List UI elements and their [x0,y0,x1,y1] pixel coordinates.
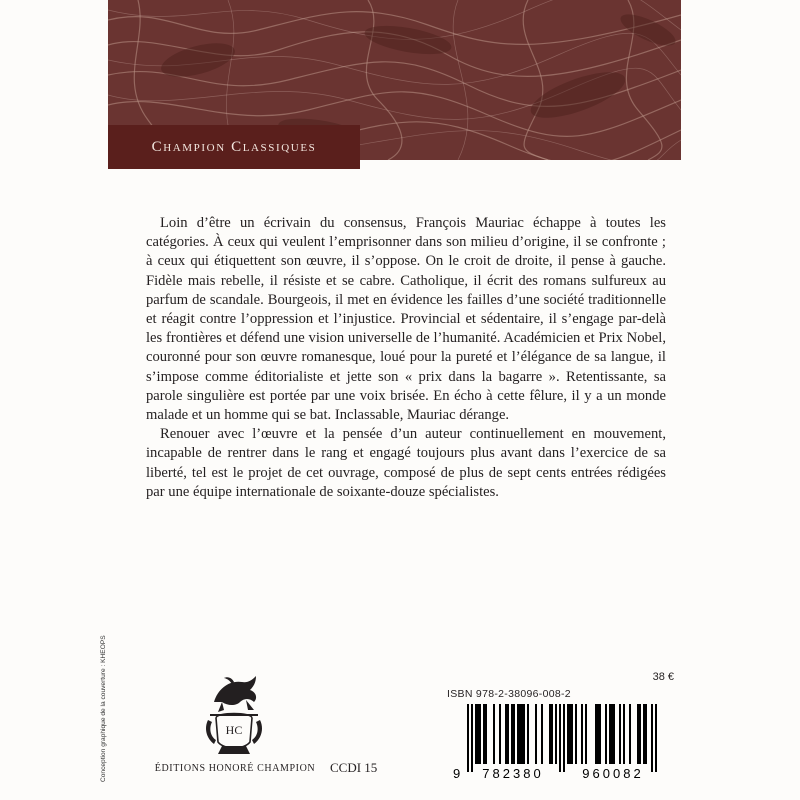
barcode-right-digits: 960082 [582,766,644,780]
barcode-bar [639,704,641,764]
barcode [447,704,677,780]
collection-code: CCDI 15 [330,760,378,775]
barcode-bar [551,704,553,764]
barcode-bar [555,704,557,764]
barcode-bar [535,704,537,764]
barcode-bar [505,704,507,764]
isbn-label: ISBN 978-2-38096-008-2 [447,688,571,700]
barcode-bar [623,704,625,764]
barcode-bar [609,704,611,764]
barcode-bar [517,704,519,764]
barcode-bar [569,704,571,764]
barcode-first-digit: 9 [453,766,461,780]
barcode-bar [643,704,645,764]
blurb-paragraph-2: Renouer avec l’œuvre et la pensée d’un auteur continuellement en mouvement, incapable de rentrer dans le rang et engagé toujours plus avant dans l’exercice de sa liberté, tel est le projet de cet ouvrage, composé de plus de sept cents entrées rédigées par une équipe internationale de soixante-douze spécialistes. [146,426,666,500]
barcode-bar [493,704,495,764]
barcode-bar [559,704,561,772]
barcode-bar [483,704,485,764]
barcode-bar [479,704,481,764]
barcode-bar [611,704,613,764]
barcode-bar [605,704,607,764]
barcode-bar [519,704,521,764]
price: 38 € [652,671,674,683]
barcode-bar [513,704,515,764]
barcode-bar [571,704,573,764]
barcode-bar [549,704,551,764]
blurb-paragraph-1: Loin d’être un écrivain du consensus, François Mauriac échappe à toutes les catégories. À ceux qui veulent l’emprisonner dans son milieu d’origine, il se confronte ; à ceux qui étiquettent son œuvre, il s’oppose. On le croit de droite, il pense à gauche. Fidèle mais rebelle, il résiste et se cabre. Catholique, il écrit des romans sulfureux au parfum de scandale. Bourgeois, il met en évidence les failles d’une société traditionnelle et réagit contre l’oppression et l’injustice. Provincial et sédentaire, il s’engage par-delà les frontières et défend une vision universelle de l’humanité. Académicien et Prix Nobel, couronné pour son œuvre romanesque, loué pour la pureté et l’élégance de sa langue, il s’impose comme éditorialiste et jette son « prix dans la bagarre ». Retentissante, sa parole singulière est portée par une voix brisée. En écho à cette fêlure, il y a un monde malade et un homme qui se bat. Inclassable, Mauriac dérange. [146,215,666,424]
barcode-bar [651,704,653,772]
barcode-bar [563,704,565,772]
barcode-bar [477,704,479,764]
barcode-bar [595,704,597,764]
barcode-bar [619,704,621,764]
barcode-bar [475,704,477,764]
barcode-bar [523,704,525,764]
barcode-bar [507,704,509,764]
barcode-bar [567,704,569,764]
blurb [146,214,666,502]
barcode-bar [467,704,469,772]
barcode-bar [645,704,647,764]
barcode-bar [637,704,639,764]
design-credit: Conception graphique de la couverture : KHEOPS [100,635,107,782]
barcode-bar [499,704,501,764]
barcode-bar [585,704,587,764]
barcode-bar [521,704,523,764]
barcode-bar [485,704,487,764]
barcode-bar [575,704,577,764]
barcode-bar [471,704,473,772]
barcode-bar [581,704,583,764]
barcode-left-digits: 782380 [482,766,544,780]
barcode-bar [511,704,513,764]
publisher-name: ÉDITIONS HONORÉ CHAMPION [154,763,316,774]
barcode-bar [629,704,631,764]
series-title: Champion Classiques [108,125,360,169]
barcode-bar [527,704,529,764]
barcode-bar [599,704,601,764]
publisher-logo-icon [192,672,276,756]
barcode-bar [613,704,615,764]
barcode-bar [597,704,599,764]
barcode-bar [655,704,657,772]
logo-monogram: HC [225,723,243,737]
barcode-bar [541,704,543,764]
